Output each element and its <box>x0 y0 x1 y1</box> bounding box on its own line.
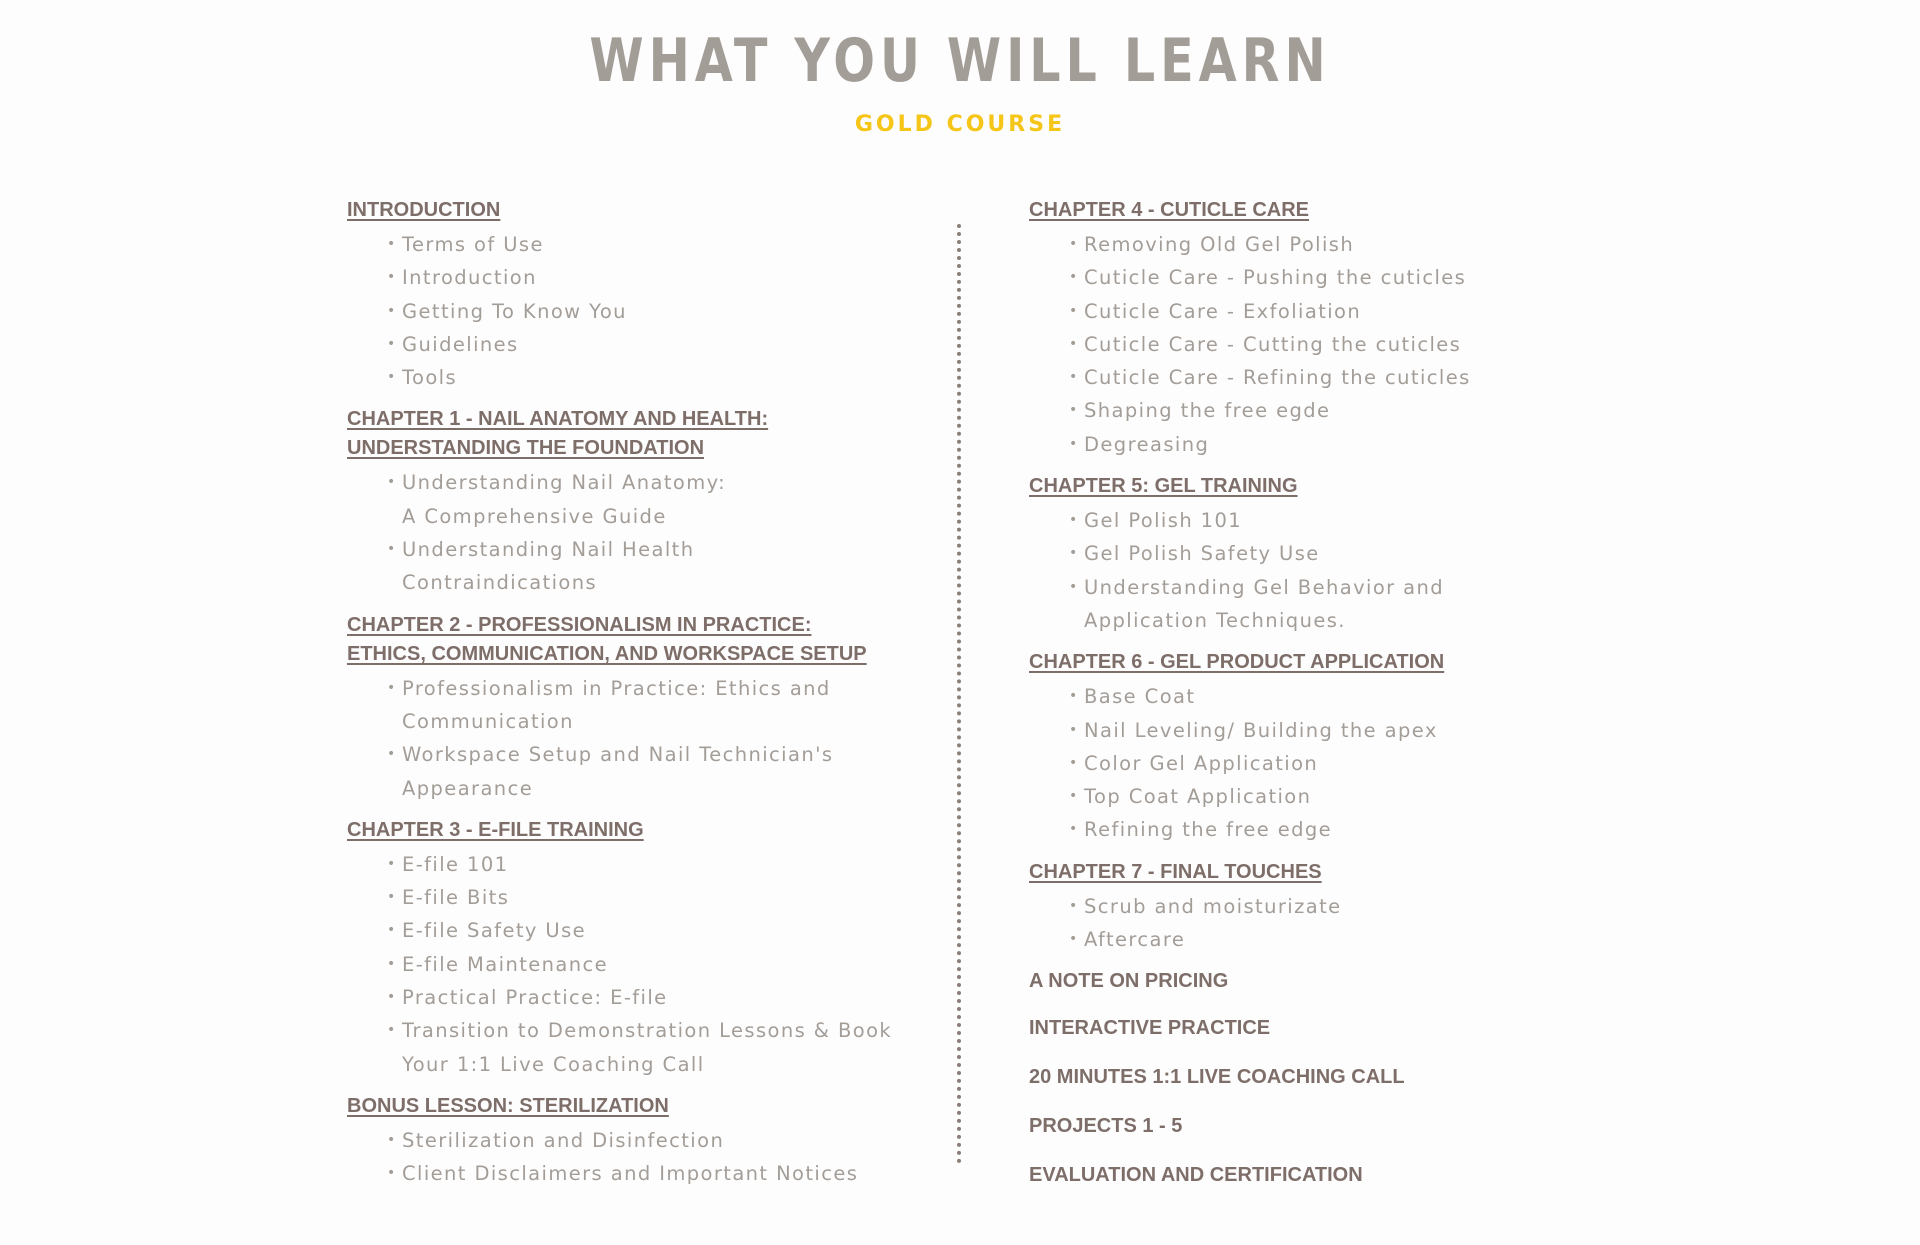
list-item-text: Communication <box>402 709 574 733</box>
list-item <box>1069 890 1649 923</box>
list-item <box>387 948 947 981</box>
list-item-text: Introduction <box>402 266 537 290</box>
list-item <box>1069 923 1649 956</box>
list-item-text: Contraindications <box>402 571 598 595</box>
list-item <box>1069 571 1649 638</box>
list-item <box>387 228 947 261</box>
list-item-text: Sterilization and Disinfection <box>402 1128 725 1152</box>
list-item <box>1069 394 1649 427</box>
left-column <box>347 196 947 1202</box>
list-item-text: Terms of Use <box>402 233 544 256</box>
section-item-list <box>1029 228 1649 461</box>
extra-heading: EVALUATION AND CERTIFICATION <box>1029 1164 1363 1187</box>
section-heading <box>1029 858 1649 887</box>
section-item-list <box>1029 890 1649 957</box>
section-item-list <box>347 228 947 394</box>
section-heading <box>347 196 947 225</box>
list-item-text: A Comprehensive Guide <box>402 504 667 528</box>
right-column <box>1029 196 1649 1210</box>
section-heading-line: BONUS LESSON: STERILIZATION <box>347 1094 669 1117</box>
section-item-list <box>1029 680 1649 846</box>
section-heading-line: UNDERSTANDING THE FOUNDATION <box>347 437 705 460</box>
list-item <box>387 738 947 805</box>
page-title: WHAT YOU WILL LEARN <box>589 26 1331 96</box>
section-heading-line: CHAPTER 1 - NAIL ANATOMY AND HEALTH: <box>347 408 769 431</box>
list-item-text: Application Techniques. <box>1084 608 1346 632</box>
list-item-text: Scrub and moisturizate <box>1084 894 1342 918</box>
list-item <box>387 672 947 739</box>
list-item-text: Workspace Setup and Nail Technician's <box>402 743 834 767</box>
list-item-text: Tools <box>402 366 458 390</box>
list-item-text: Client Disclaimers and Important Notices <box>402 1162 859 1186</box>
extra-heading: A NOTE ON PRICING <box>1029 970 1229 993</box>
list-item <box>387 1157 947 1190</box>
section-heading <box>347 1092 947 1121</box>
page-subtitle: GOLD COURSE <box>854 112 1066 137</box>
section-heading-line: ETHICS, COMMUNICATION, AND WORKSPACE SETUP <box>347 642 867 665</box>
list-item <box>1069 780 1649 813</box>
section-heading-line: CHAPTER 7 - FINAL TOUCHES <box>1029 860 1322 883</box>
list-item-text: E-file 101 <box>402 852 509 876</box>
section-item-list <box>347 466 947 599</box>
list-item-text: Base Coat <box>1084 685 1196 709</box>
list-item <box>387 295 947 328</box>
list-item <box>1069 714 1649 747</box>
list-item-text: Cuticle Care - Exfoliation <box>1084 299 1362 323</box>
list-item-text: E-file Safety Use <box>402 919 587 943</box>
section-heading <box>1029 196 1649 225</box>
list-item-text: Degreasing <box>1084 432 1210 456</box>
list-item <box>1069 680 1649 713</box>
section-heading-line: CHAPTER 4 - CUTICLE CARE <box>1029 199 1310 221</box>
list-item-text: Guidelines <box>402 332 519 356</box>
list-item-text: E-file Bits <box>402 886 510 910</box>
list-item <box>387 848 947 881</box>
list-item <box>387 328 947 361</box>
list-item <box>1069 328 1649 361</box>
section-heading-line: CHAPTER 5: GEL TRAINING <box>1029 475 1298 498</box>
list-item-text: Your 1:1 Live Coaching Call <box>402 1052 705 1076</box>
list-item <box>387 1014 947 1081</box>
list-item-text: Appearance <box>402 776 534 800</box>
section-item-list <box>347 848 947 1081</box>
list-item-text: Practical Practice: E-file <box>402 986 668 1010</box>
list-item-text: Cuticle Care - Pushing the cuticles <box>1084 266 1467 290</box>
list-item <box>387 981 947 1014</box>
column-divider <box>957 224 961 1164</box>
list-item <box>387 1124 947 1157</box>
list-item-text: E-file Maintenance <box>402 952 609 976</box>
list-item <box>387 466 947 533</box>
list-item <box>1069 813 1649 846</box>
list-item-text: Removing Old Gel Polish <box>1084 233 1355 256</box>
list-item <box>1069 361 1649 394</box>
list-item-text: Nail Leveling/ Building the apex <box>1084 718 1438 742</box>
section-item-list <box>347 672 947 805</box>
list-item-text: Professionalism in Practice: Ethics and <box>402 676 831 700</box>
section-heading <box>347 611 947 669</box>
list-item-text: Understanding Nail Anatomy: <box>402 471 727 495</box>
list-item-text: Shaping the free egde <box>1084 399 1331 423</box>
list-item <box>387 361 947 394</box>
list-item-text: Cuticle Care - Refining the cuticles <box>1084 366 1471 390</box>
list-item-text: Understanding Nail Health <box>402 538 695 562</box>
list-item-text: Transition to Demonstration Lessons & Book <box>402 1019 893 1043</box>
list-item-text: Understanding Gel Behavior and <box>1084 575 1445 599</box>
list-item <box>1069 537 1649 570</box>
list-item-text: Cuticle Care - Cutting the cuticles <box>1084 332 1462 356</box>
list-item <box>1069 228 1649 261</box>
section-item-list <box>1029 504 1649 637</box>
list-item <box>387 881 947 914</box>
list-item <box>1069 504 1649 537</box>
section-heading <box>347 816 947 845</box>
section-heading-line: CHAPTER 2 - PROFESSIONALISM IN PRACTICE: <box>347 613 812 636</box>
section-heading <box>1029 472 1649 501</box>
list-item <box>387 533 947 600</box>
list-item <box>387 914 947 947</box>
section-heading-line: INTRODUCTION <box>347 199 501 221</box>
list-item-text: Gel Polish 101 <box>1084 509 1243 533</box>
section-heading-line: CHAPTER 6 - GEL PRODUCT APPLICATION <box>1029 651 1445 674</box>
list-item-text: Refining the free edge <box>1084 818 1333 842</box>
list-item-text: Getting To Know You <box>402 299 627 323</box>
extra-heading: INTERACTIVE PRACTICE <box>1029 1017 1271 1040</box>
list-item-text: Aftercare <box>1084 928 1186 952</box>
list-item <box>387 261 947 294</box>
section-heading <box>347 405 947 463</box>
list-item <box>1069 261 1649 294</box>
list-item-text: Top Coat Application <box>1084 785 1312 809</box>
list-item <box>1069 295 1649 328</box>
list-item-text: Gel Polish Safety Use <box>1084 542 1320 566</box>
section-item-list <box>347 1124 947 1191</box>
section-heading <box>1029 648 1649 677</box>
section-heading-line: CHAPTER 3 - E-FILE TRAINING <box>347 818 644 841</box>
list-item <box>1069 747 1649 780</box>
list-item <box>1069 428 1649 461</box>
extra-heading: 20 MINUTES 1:1 LIVE COACHING CALL <box>1029 1066 1405 1089</box>
extra-heading: PROJECTS 1 - 5 <box>1029 1115 1183 1138</box>
list-item-text: Color Gel Application <box>1084 751 1319 775</box>
